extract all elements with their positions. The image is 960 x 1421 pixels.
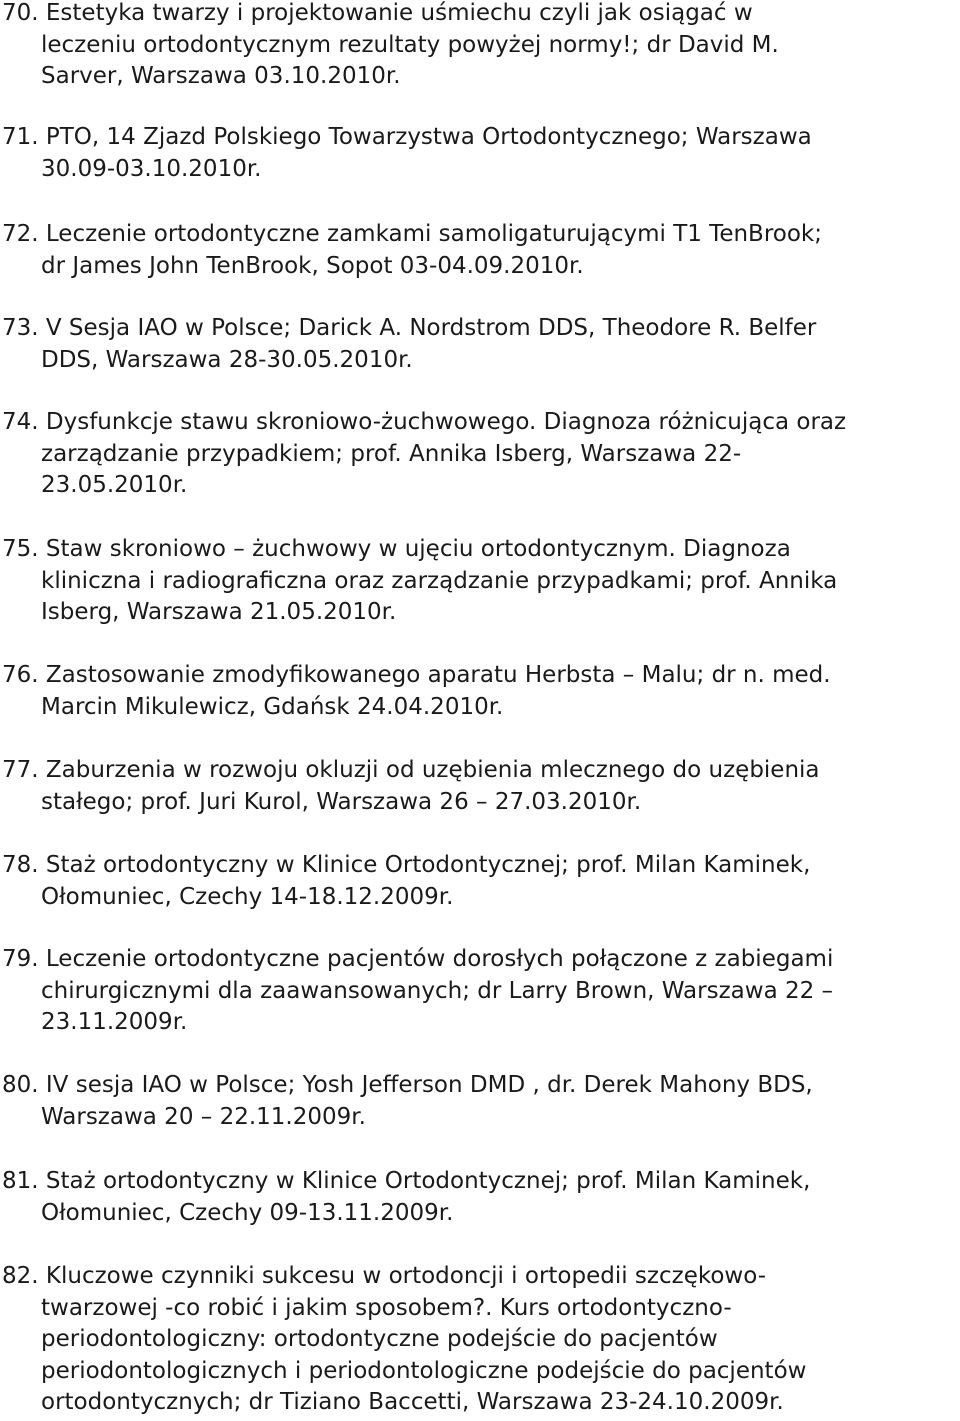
entry-line: 72. Leczenie ortodontyczne zamkami samoligaturującymi T1 TenBrook;	[2, 221, 822, 247]
entry-line: Marcin Mikulewicz, Gdańsk 24.04.2010r.	[41, 693, 504, 720]
entry-line: 71. PTO, 14 Zjazd Polskiego Towarzystwa Ortodontycznego; Warszawa	[2, 124, 812, 150]
list-item	[2, 122, 954, 185]
entry-line: chirurgicznymi dla zaawansowanych; dr Larry Brown, Warszawa 22 –	[41, 977, 834, 1004]
entry-line: twarzowej -co robić i jakim sposobem?. Kurs ortodontyczno-	[41, 1294, 732, 1321]
list-item	[2, 534, 954, 629]
entry-line: 73. V Sesja IAO w Polsce; Darick A. Nordstrom DDS, Theodore R. Belfer	[2, 315, 817, 341]
entry-line: periodontologiczny: ortodontyczne podejście do pacjentów	[41, 1326, 718, 1352]
entry-line: Ołomuniec, Czechy 14-18.12.2009r.	[41, 883, 454, 910]
list-item	[2, 0, 954, 93]
entry-line: 82. Kluczowe czynniki sukcesu w ortodoncji i ortopedii szczękowo-	[2, 1263, 767, 1289]
entry-line: 23.11.2009r.	[41, 1009, 188, 1035]
list-item	[2, 1070, 954, 1133]
list-item	[2, 1261, 954, 1419]
entry-line: 78. Staż ortodontyczny w Klinice Ortodontycznej; prof. Milan Kaminek,	[2, 852, 811, 878]
entry-line: 77. Zaburzenia w rozwoju okluzji od uzębienia mlecznego do uzębienia	[2, 757, 820, 783]
entry-line: Ołomuniec, Czechy 09-13.11.2009r.	[41, 1199, 454, 1226]
entry-line: ortodontycznych; dr Tiziano Baccetti, Warszawa 23-24.10.2009r.	[41, 1389, 784, 1415]
entry-line: 30.09-03.10.2010r.	[41, 155, 262, 182]
entry-line: periodontologicznych i periodontologiczne podejście do pacjentów	[41, 1357, 807, 1384]
list-item	[2, 944, 954, 1039]
entry-line: stałego; prof. Juri Kurol, Warszawa 26 – 27.03.2010r.	[41, 788, 642, 815]
list-item	[2, 660, 954, 723]
entry-line: 80. IV sesja IAO w Polsce; Yosh Jefferson DMD , dr. Derek Mahony BDS,	[2, 1072, 813, 1098]
entry-line: Warszawa 20 – 22.11.2009r.	[41, 1103, 366, 1130]
entry-line: 81. Staż ortodontyczny w Klinice Ortodontycznej; prof. Milan Kaminek,	[2, 1168, 811, 1194]
entry-line: DDS, Warszawa 28-30.05.2010r.	[41, 346, 413, 373]
entry-line: Isberg, Warszawa 21.05.2010r.	[41, 599, 397, 625]
entry-line: zarządzanie przypadkiem; prof. Annika Isberg, Warszawa 22-	[41, 440, 742, 467]
entry-line: leczeniu ortodontycznym rezultaty powyżej normy!; dr David M.	[41, 31, 779, 58]
list-item	[2, 313, 954, 376]
entry-line: 70. Estetyka twarzy i projektowanie uśmiechu czyli jak osiągać w	[2, 0, 753, 26]
entry-line: Sarver, Warszawa 03.10.2010r.	[41, 63, 401, 89]
entry-line: 75. Staw skroniowo – żuchwowy w ujęciu ortodontycznym. Diagnoza	[2, 536, 791, 562]
entry-line: dr James John TenBrook, Sopot 03-04.09.2010r.	[41, 252, 584, 279]
list-item	[2, 407, 954, 502]
entry-line: 79. Leczenie ortodontyczne pacjentów dorosłych połączone z zabiegami	[2, 946, 834, 972]
entry-line: kliniczna i radiograficzna oraz zarządzanie przypadkami; prof. Annika	[41, 567, 838, 594]
list-item	[2, 1166, 954, 1229]
list-item	[2, 850, 954, 913]
entry-line: 74. Dysfunkcje stawu skroniowo-żuchwowego. Diagnoza różnicująca oraz	[2, 409, 847, 435]
entry-line: 76. Zastosowanie zmodyfikowanego aparatu Herbsta – Malu; dr n. med.	[2, 662, 831, 688]
entry-line: 23.05.2010r.	[41, 472, 188, 498]
list-item	[2, 755, 954, 818]
list-item	[2, 219, 954, 282]
